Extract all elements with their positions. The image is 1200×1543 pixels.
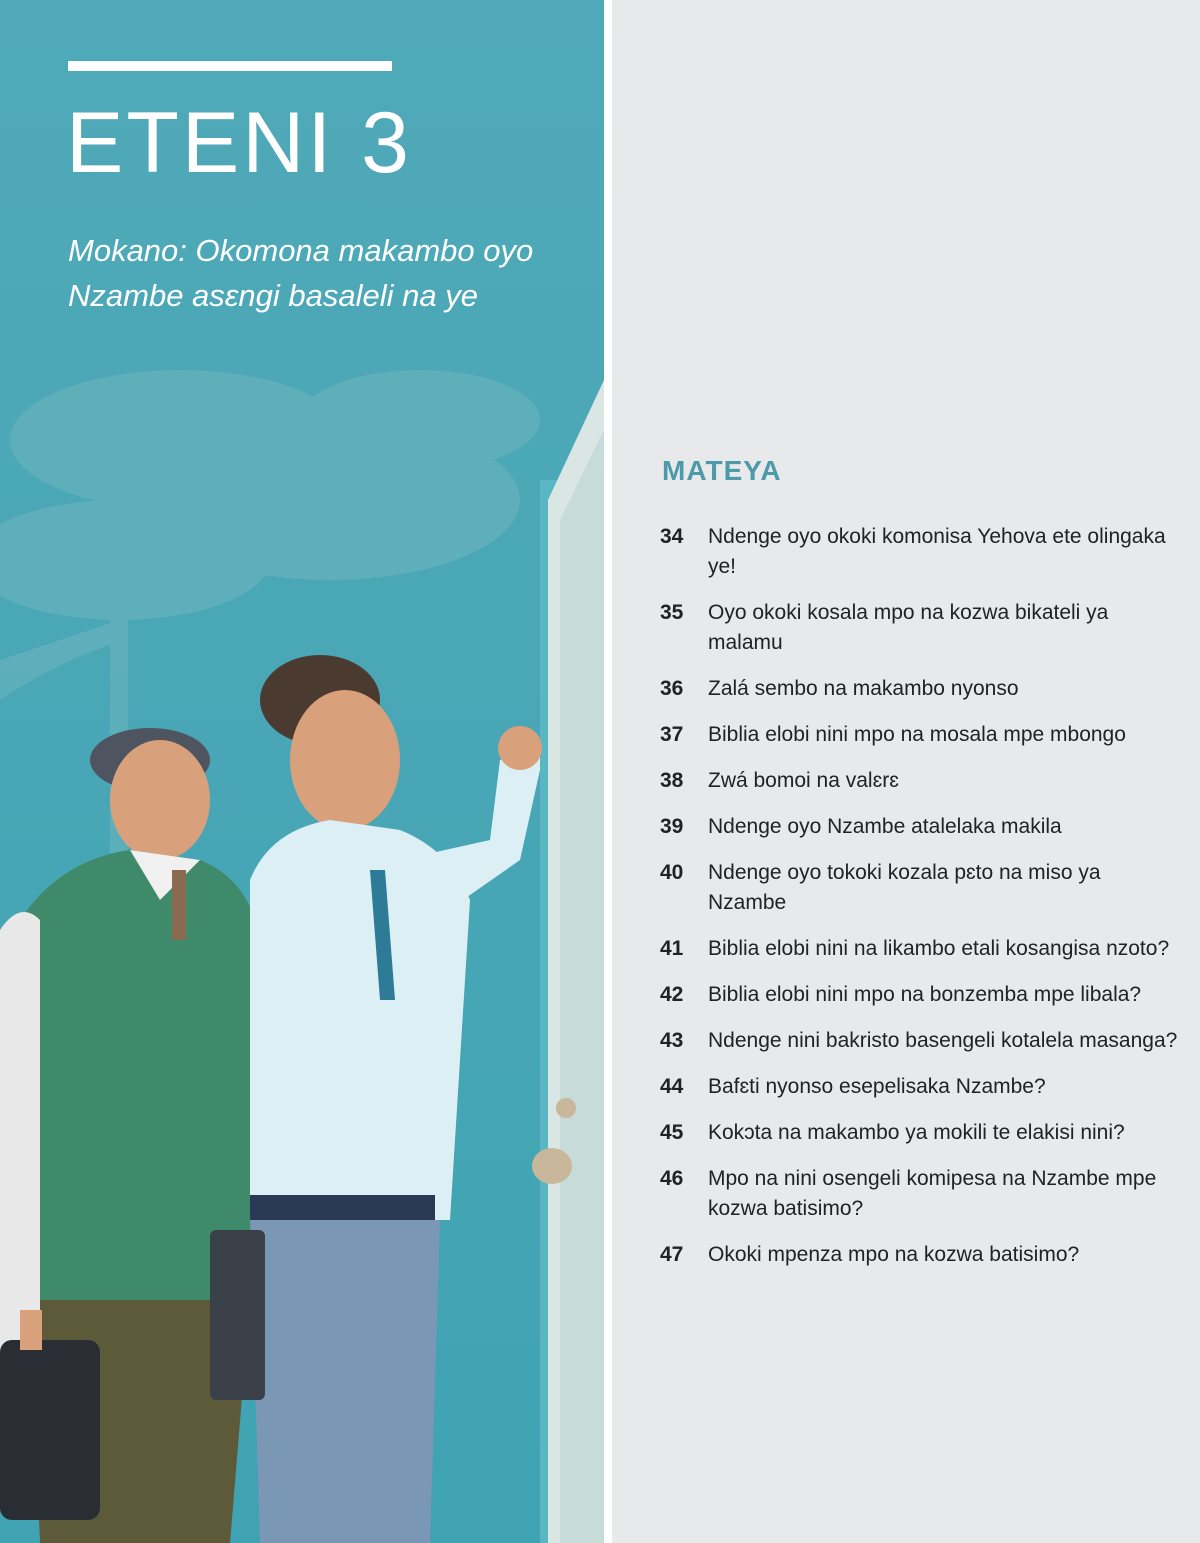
toc-item-number: 40 [660,861,684,884]
older-man-figure [0,728,260,1543]
toc-item[interactable] [660,1072,1180,1102]
toc-item-title: Okoki mpenza mpo na kozwa batisimo? [708,1243,1080,1266]
toc-item-title: Ndenge oyo tokoki kozala pɛto na miso ya Nzambe [708,861,1101,914]
section-subtitle: Mokano: Okomona makambo oyo Nzambe asɛngi basaleli na ye [68,233,534,313]
toc-heading: MATEYA [662,455,782,486]
toc-item-number: 42 [660,983,684,1006]
younger-man-figure [210,655,542,1543]
toc-item-title: Mpo na nini osengeli komipesa na Nzambe mpe kozwa batisimo? [708,1167,1157,1220]
toc-item-number: 37 [660,723,684,746]
toc-item[interactable] [660,812,1180,842]
toc-item[interactable] [660,766,1180,796]
toc-item-title: Biblia elobi nini mpo na bonzemba mpe libala? [708,983,1142,1006]
panel-divider [604,0,612,1543]
toc-item[interactable] [660,720,1180,750]
toc-item-number: 46 [660,1167,684,1190]
toc-item-number: 35 [660,601,684,624]
toc-item-number: 45 [660,1121,684,1144]
toc-item-number: 34 [660,525,684,548]
toc-item[interactable] [660,674,1180,704]
toc-item[interactable] [660,980,1180,1010]
toc-item-title: Ndenge oyo Nzambe atalelaka makila [708,815,1062,838]
toc-item-number: 47 [660,1243,684,1266]
toc-item-number: 41 [660,937,684,960]
toc-item-title: Biblia elobi nini na likambo etali kosangisa nzoto? [708,937,1170,960]
toc-item-title: Oyo okoki kosala mpo na kozwa bikateli ya malamu [708,601,1109,654]
toc-item[interactable] [660,1164,1180,1224]
title-rule [68,61,392,71]
toc-item-title: Kokɔta na makambo ya mokili te elakisi nini? [708,1121,1125,1144]
toc-item-number: 38 [660,769,684,792]
toc-item-number: 43 [660,1029,684,1052]
toc-list [660,522,1180,1286]
toc-item[interactable] [660,1026,1180,1056]
toc-item-title: Bafɛti nyonso esepelisaka Nzambe? [708,1075,1046,1098]
toc-item-number: 39 [660,815,684,838]
toc-item[interactable] [660,858,1180,918]
toc-item[interactable] [660,1240,1180,1270]
toc-item-title: Ndenge nini bakristo basengeli kotalela masanga? [708,1029,1178,1052]
toc-item-title: Biblia elobi nini mpo na mosala mpe mbongo [708,723,1126,746]
toc-item[interactable] [660,1118,1180,1148]
section-title: ETENI 3 [66,95,412,191]
toc-item-title: Zwá bomoi na valɛrɛ [708,769,899,792]
toc-item-number: 44 [660,1075,684,1098]
toc-item-number: 36 [660,677,684,700]
toc-item[interactable] [660,598,1180,658]
toc-item-title: Ndenge oyo okoki komonisa Yehova ete olingaka ye! [708,525,1166,578]
toc-item-title: Zalá sembo na makambo nyonso [708,677,1019,700]
toc-item[interactable] [660,934,1180,964]
toc-item[interactable] [660,522,1180,582]
